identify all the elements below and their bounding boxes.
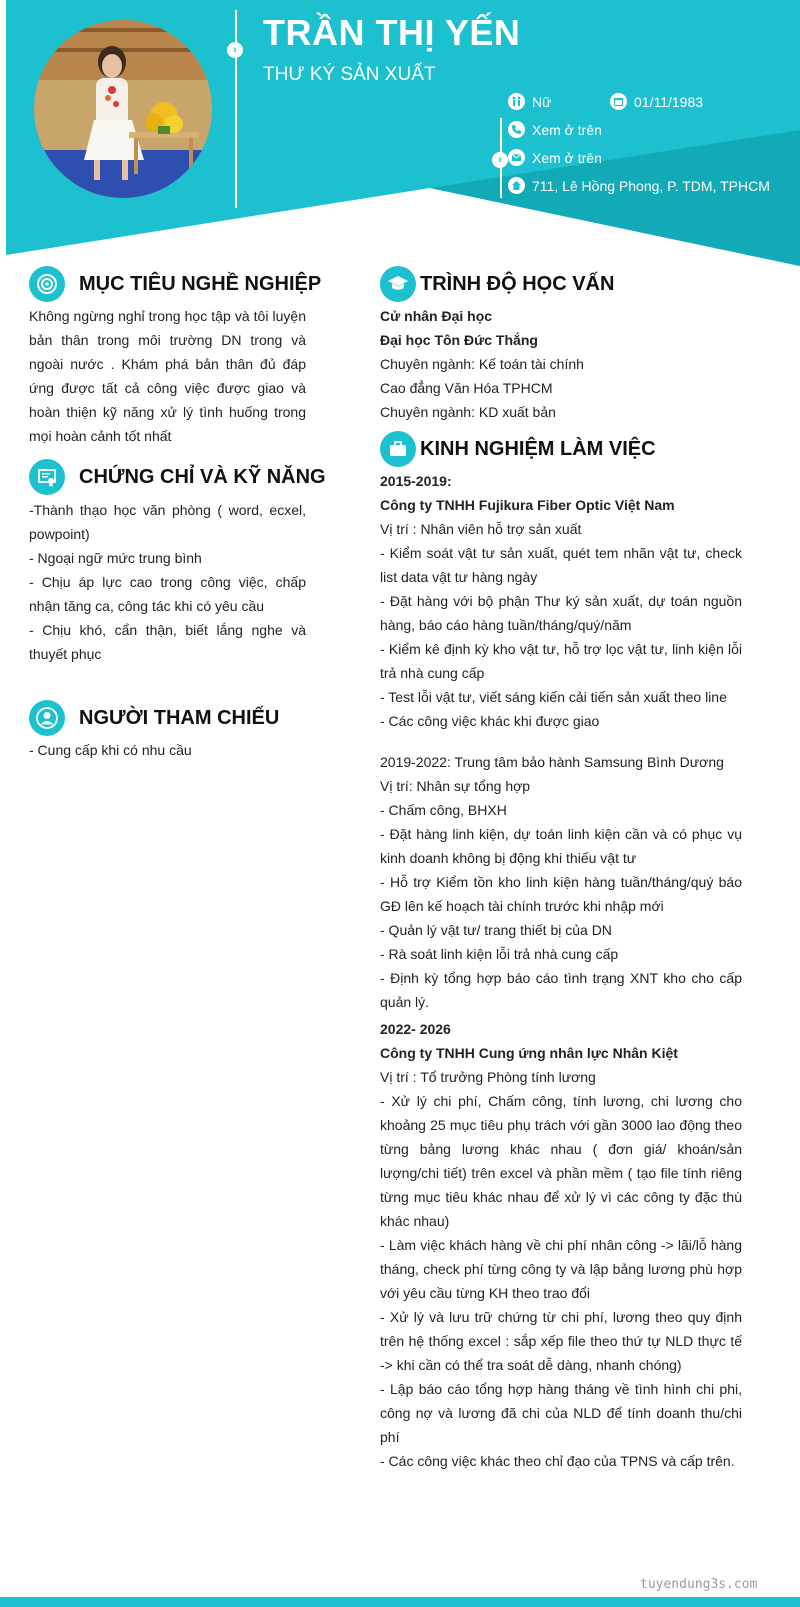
job-task: - Xử lý và lưu trữ chứng từ chi phí, lương theo quy định trên hệ thống excel : sắp xếp file theo thứ tự NLD thực tế -> khi cần có thể tra soát dễ dàng, nhanh chóng) (380, 1309, 742, 1373)
experience-heading (380, 431, 656, 467)
job-task: - Xử lý chi phí, Chấm công, tính lương, chi lương cho khoảng 25 mục tiêu phụ trách với gần 3000 lao động theo từng bảng lương khác nhau ( đơn giá/ khoán/sản lượng/chi tiết) trên excel và phần mềm ( tạo file tính riêng từng mục tiêu khác nhau để xử lý vì các công ty đặc thù khác nhau) (380, 1093, 742, 1229)
gender-icon (508, 93, 525, 110)
email-value: Xem ở trên (532, 149, 602, 166)
calendar-icon (610, 93, 627, 110)
footer-bar (0, 1597, 800, 1607)
job-period: 2015-2019: (380, 473, 452, 489)
job-position: Vị trí: Nhân sự tổng hợp (380, 778, 531, 794)
address-info (508, 177, 770, 194)
job-company: Công ty TNHH Cung ứng nhân lực Nhân Kiệt (380, 1045, 678, 1061)
skill-item: - Chịu khó, cẩn thận, biết lắng nghe và thuyết phục (29, 622, 306, 662)
user-icon (29, 700, 65, 736)
avatar (34, 20, 212, 198)
experience-job-3 (380, 1017, 742, 1473)
birthday-info (610, 93, 703, 110)
references-title: NGƯỜI THAM CHIẾU (79, 706, 280, 729)
job-position: Vị trí : Nhân viên hỗ trợ sản xuất (380, 521, 582, 537)
email-info (508, 149, 602, 166)
education-major: Chuyên ngành: Kế toán tài chính (380, 356, 584, 372)
job-task: - Rà soát linh kiện lỗi trả nhà cung cấp (380, 946, 619, 962)
candidate-job-title: THƯ KÝ SẢN XUẤT (263, 64, 436, 85)
job-position: Vị trí : Tổ trưởng Phòng tính lương (380, 1069, 596, 1085)
candidate-name: TRẦN THỊ YẾN (263, 12, 521, 53)
education-title: TRÌNH ĐỘ HỌC VẤN (420, 272, 615, 295)
job-company: Công ty TNHH Fujikura Fiber Optic Việt Nam (380, 497, 675, 513)
experience-title: KINH NGHIỆM LÀM VIỆC (420, 437, 656, 460)
job-task: - Test lỗi vật tư, viết sáng kiến cải tiến sản xuất theo line (380, 689, 727, 705)
phone-icon (508, 121, 525, 138)
skill-item: - Chịu áp lực cao trong công việc, chấp nhận tăng ca, công tác khi có yêu cầu (29, 574, 306, 614)
objective-text: Không ngừng nghỉ trong học tập và tôi luyện bản thân trong môi trường DN trong và ngoài nước . Khám phá bản thân đủ đáp ứng được tất cả công việc được giao và hoàn thiện kỹ năng xử lý tình huống trong mọi hoàn cảnh tốt nhất (29, 308, 306, 444)
address-value: 711, Lê Hồng Phong, P. TDM, TPHCM (532, 177, 770, 194)
job-task: - Kiểm soát vật tư sản xuất, quét tem nhãn vật tư, check list data vật tư hàng ngày (380, 545, 742, 585)
job-task: - Quản lý vật tư/ trang thiết bị của DN (380, 922, 612, 938)
gender-info (508, 93, 551, 110)
certificate-icon (29, 459, 65, 495)
cv-header (0, 0, 800, 275)
chevron-right-icon: › (492, 152, 508, 168)
skills-title: CHỨNG CHỈ VÀ KỸ NĂNG (79, 465, 326, 488)
education-details (380, 304, 742, 424)
job-task: - Định kỳ tổng hợp báo cáo tình trạng XNT kho cho cấp quản lý. (380, 970, 742, 1010)
job-period: 2022- 2026 (380, 1021, 451, 1037)
job-task: - Các công việc khác khi được giao (380, 713, 600, 729)
briefcase-icon (380, 431, 416, 467)
references-text: - Cung cấp khi có nhu cầu (29, 742, 192, 758)
experience-job-2 (380, 750, 742, 1014)
graduation-cap-icon (380, 266, 416, 302)
job-task: - Đặt hàng linh kiện, dự toán linh kiện cần và có phục vụ kinh doanh không bị động khi thiếu vật tư (380, 826, 742, 866)
references-heading (29, 700, 279, 736)
job-task: - Các công việc khác theo chỉ đạo của TPNS và cấp trên. (380, 1453, 735, 1469)
skills-list (29, 498, 306, 666)
objective-heading (29, 266, 321, 302)
experience-job-1 (380, 469, 742, 733)
skill-item: - Ngoại ngữ mức trung bình (29, 550, 202, 566)
job-heading: 2019-2022: Trung tâm bảo hành Samsung Bình Dương (380, 754, 724, 770)
job-task: - Kiểm kê định kỳ kho vật tư, hỗ trợ lọc vật tư, linh kiện lỗi trả nhà cung cấp (380, 641, 742, 681)
education-school-2: Cao đẳng Văn Hóa TPHCM (380, 380, 553, 396)
job-task: - Đặt hàng với bộ phận Thư ký sản xuất, dự toán nguồn hàng, báo cáo hàng tuần/tháng/quý/năm (380, 593, 742, 633)
skills-heading (29, 459, 326, 495)
job-task: - Hỗ trợ Kiểm tồn kho linh kiện hàng tuần/tháng/quý báo GĐ lên kế hoạch tài chính trước khi nhập mới (380, 874, 742, 914)
phone-value: Xem ở trên (532, 121, 602, 138)
job-task: - Chấm công, BHXH (380, 802, 507, 818)
watermark: tuyendung3s.com (640, 1577, 758, 1592)
birthday-value: 01/11/1983 (634, 93, 704, 110)
chevron-right-icon: › (227, 42, 243, 58)
objective-title: MỤC TIÊU NGHỀ NGHIỆP (79, 272, 322, 295)
education-heading (380, 266, 614, 302)
target-icon (29, 266, 65, 302)
header-divider (235, 10, 237, 208)
education-school: Đại học Tôn Đức Thắng (380, 332, 538, 348)
job-task: - Làm việc khách hàng về chi phí nhân công -> lãi/lỗ hàng tháng, check phí từng công ty và lập bảng lương phù hợp với yêu cầu từng KH theo trao đổi (380, 1237, 742, 1301)
job-task: - Lập báo cáo tổng hợp hàng tháng về tình hình chi phi, công nợ và lương đã chi của NLD để tính doanh thu/chi phí (380, 1381, 742, 1445)
education-degree: Cử nhân Đại học (380, 308, 493, 324)
gender-value: Nữ (532, 93, 552, 110)
phone-info (508, 121, 602, 138)
email-icon (508, 149, 525, 166)
home-icon (508, 177, 525, 194)
education-major-2: Chuyên ngành: KD xuất bản (380, 404, 556, 420)
skill-item: -Thành thạo học văn phòng ( word, ecxel, powpoint) (29, 502, 306, 542)
